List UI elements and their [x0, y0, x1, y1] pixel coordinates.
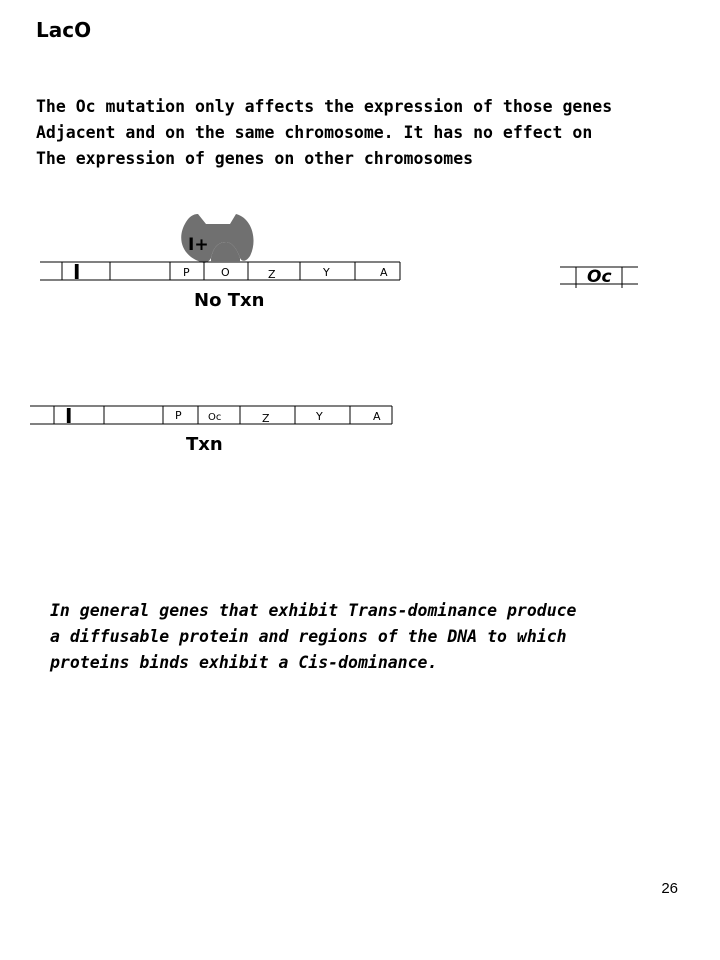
top-caption: No Txn	[194, 290, 265, 311]
conclusion-paragraph	[50, 598, 690, 676]
page-title: LacO	[36, 18, 92, 42]
top-segment-z: Z	[268, 268, 276, 281]
top-segment-a: A	[380, 266, 388, 279]
bottom-segment-p: P	[175, 409, 182, 422]
top-segment-y: Y	[323, 266, 330, 279]
conclusion-line: proteins binds exhibit a Cis-dominance.	[50, 653, 438, 672]
bottom-segment-z: Z	[262, 412, 270, 425]
top-chromosome	[40, 262, 400, 280]
bottom-segment-y: Y	[316, 410, 323, 423]
intro-line: Adjacent and on the same chromosome. It has no effect on	[36, 123, 593, 142]
page-number: 26	[661, 880, 678, 897]
intro-line: The expression of genes on other chromosomes	[36, 149, 474, 168]
intro-line: The Oc mutation only affects the expression of those genes	[36, 97, 613, 116]
repressor-label: I+	[188, 235, 209, 255]
bottom-caption: Txn	[186, 434, 223, 455]
bottom-segment-i: I	[65, 404, 73, 428]
conclusion-line: a diffusable protein and regions of the DNA to which	[50, 627, 567, 646]
top-segment-p: P	[183, 266, 190, 279]
bottom-segment-a: A	[373, 410, 381, 423]
oc-fragment-label: Oc	[587, 267, 612, 287]
bottom-segment-oc: Oc	[208, 412, 222, 423]
top-segment-i: I	[73, 260, 81, 284]
top-segment-o: O	[221, 266, 230, 279]
conclusion-line: In general genes that exhibit Trans-dominance produce	[50, 601, 577, 620]
